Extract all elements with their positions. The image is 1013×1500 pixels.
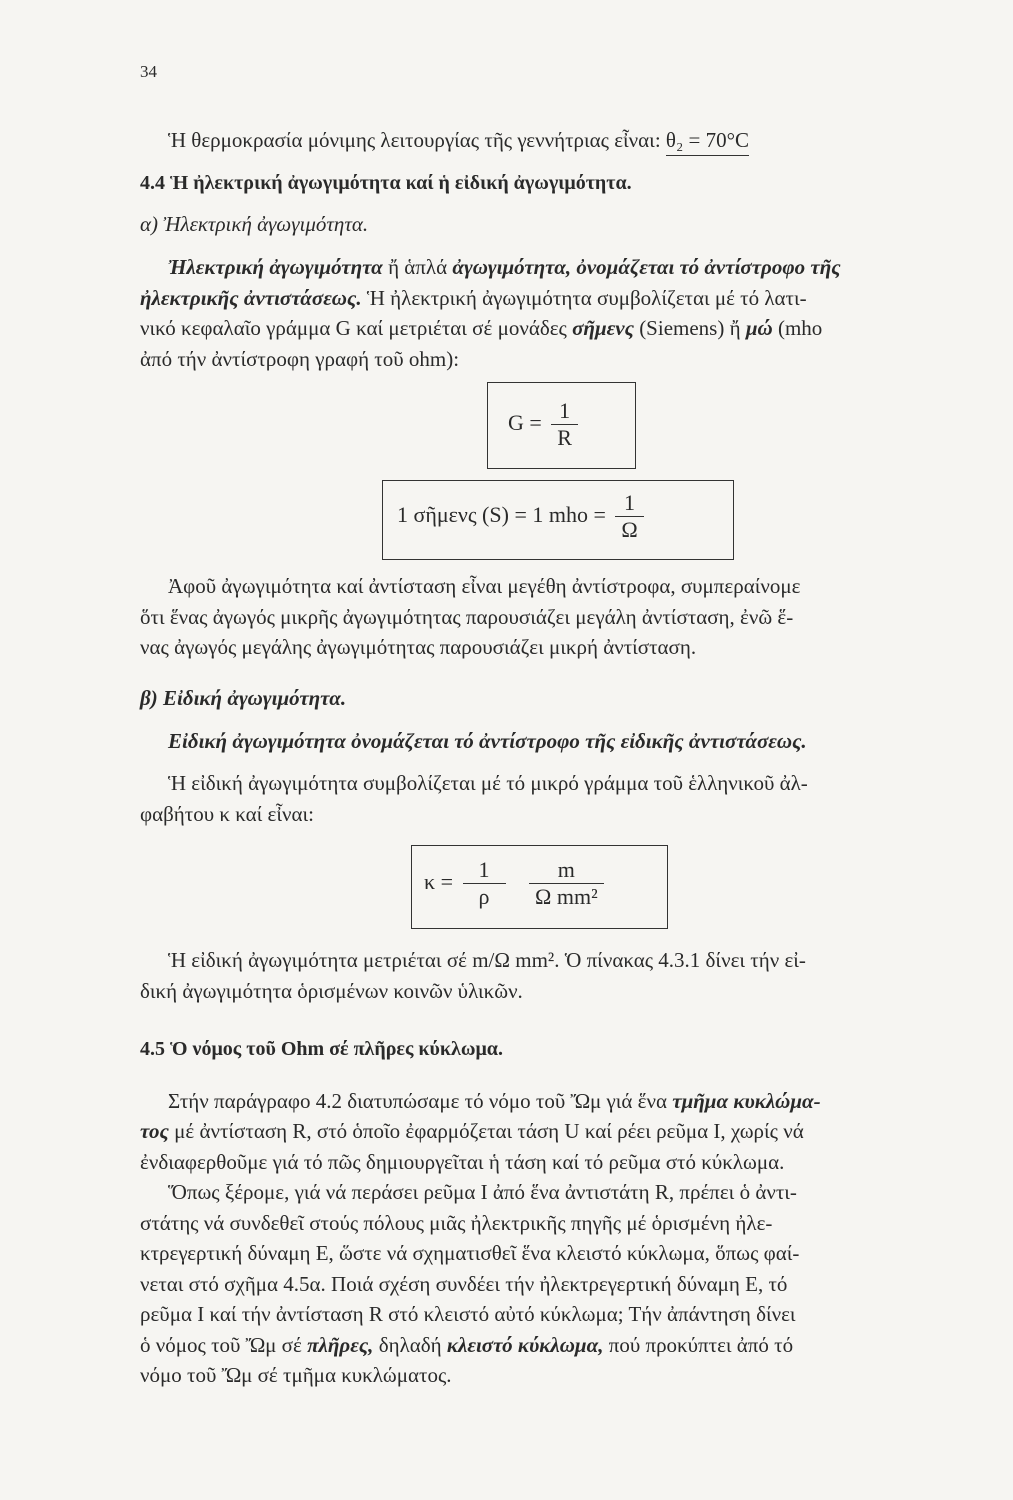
term-conductance-definition: ἀγωγιμότητα, ὀνομάζεται τό ἀντίστροφο τῆς xyxy=(452,255,841,279)
paragraph-1-line-4: ἀπό τήν ἀντίστροφη γραφή τοῦ ohm): xyxy=(140,347,460,371)
paragraph-1-line-1 xyxy=(168,257,841,278)
text: μέ ἀντίσταση R, στό ὁποῖο ἐφαρμόζεται τάση U καί ρέει ρεῦμα Ι, χωρίς νά xyxy=(168,1119,804,1143)
formula-siemens-mho xyxy=(397,490,648,544)
text: Στήν παράγραφο 4.2 διατυπώσαμε τό νόμο τοῦ Ὤμ γιά ἕνα xyxy=(168,1089,673,1113)
formula-1-lhs: G = xyxy=(508,409,542,435)
paragraph-2-line-2: ὅτι ἕνας ἀγωγός μικρῆς ἀγωγιμότητας παρουσιάζει μεγάλη ἀντίσταση, ἐνῶ ἕ- xyxy=(140,605,794,629)
text: νικό κεφαλαῖο γράμμα G καί μετριέται σέ μονάδες xyxy=(140,316,573,340)
formula-3-numerator: 1 xyxy=(463,857,506,884)
text: Ἡ ἠλεκτρική ἀγωγιμότητα συμβολίζεται μέ τό λατι- xyxy=(361,286,807,310)
paragraph-7-line-7: νόμο τοῦ Ὤμ σέ τμῆμα κυκλώματος. xyxy=(140,1363,452,1387)
term-siemens: σῆμενς xyxy=(572,316,634,340)
paragraph-7-line-5: ρεῦμα Ι καί τήν ἀντίσταση R στό κλειστό αὐτό κύκλωμα; Τήν ἀπάντηση δίνει xyxy=(140,1302,796,1326)
paragraph-7-line-2: στάτης νά συνδεθεῖ στούς πόλους μιᾶς ἠλεκτρικῆς πηγῆς μέ ὁρισμένη ἠλε- xyxy=(140,1211,773,1235)
section-4-5-heading: 4.5 Ὁ νόμος τοῦ Ohm σέ πλῆρες κύκλωμα. xyxy=(140,1038,503,1060)
term-electrical-resistance: ἠλεκτρικῆς ἀντιστάσεως. xyxy=(140,286,362,310)
formula-2-fraction xyxy=(615,490,643,544)
term-closed-circuit: κλειστό κύκλωμα, xyxy=(446,1333,604,1357)
paragraph-7-line-3: κτρεγερτική δύναμη Ε, ὥστε νά σχηματισθεῖ ἕνα κλειστό κύκλωμα, ὅπως φαί- xyxy=(140,1241,800,1265)
term-circuit-segment-end: τος xyxy=(140,1119,169,1143)
formula-2-lhs: 1 σῆμενς (S) = 1 mho = xyxy=(397,501,606,527)
formula-3-unit-numerator: m xyxy=(529,857,604,884)
paragraph-5-line-1: Ἡ εἰδική ἀγωγιμότητα μετριέται σέ m/Ω mm². Ὁ πίνακας 4.3.1 δίνει τήν εἰ- xyxy=(168,948,806,972)
paragraph-2-line-1: Ἀφοῦ ἀγωγιμότητα καί ἀντίσταση εἶναι μεγέθη ἀντίστροφα, συμπεραίνομε xyxy=(168,574,801,598)
intro-line xyxy=(168,130,749,151)
formula-conductance xyxy=(508,398,582,452)
formula-3-fraction xyxy=(463,857,506,911)
paragraph-7-line-6 xyxy=(140,1335,793,1356)
formula-specific-conductance xyxy=(424,857,608,911)
paragraph-6-line-2 xyxy=(140,1121,804,1142)
paragraph-2-line-3: νας ἀγωγός μεγάλης ἀγωγιμότητας παρουσιάζει μικρή ἀντίσταση. xyxy=(140,635,697,659)
paragraph-6-line-3: ἐνδιαφερθοῦμε γιά τό πῶς δημιουργεῖται ἡ τάση καί τό ρεῦμα στό κύκλωμα. xyxy=(140,1150,785,1174)
formula-3-lhs: κ = xyxy=(424,868,453,894)
paragraph-1-line-2 xyxy=(140,288,807,309)
text: ἤ ἁπλά xyxy=(382,255,453,279)
formula-2-denominator: Ω xyxy=(621,517,638,543)
paragraph-4-line-2: φαβήτου κ καί εἶναι: xyxy=(140,802,314,826)
text: ὁ νόμος τοῦ Ὤμ σέ xyxy=(140,1333,308,1357)
paragraph-7-line-4: νεται στό σχῆμα 4.5α. Ποιά σχέση συνδέει τήν ἠλεκτρεγερτική δύναμη Ε, τό xyxy=(140,1272,788,1296)
formula-1-denominator: R xyxy=(557,425,572,451)
text: (Siemens) ἤ xyxy=(633,316,746,340)
formula-3-denominator: ρ xyxy=(478,884,490,910)
term-electrical-conductance: Ἠλεκτρική ἀγωγιμότητα xyxy=(168,255,383,279)
page-number: 34 xyxy=(140,62,157,81)
subheading-a: α) Ἠλεκτρική ἀγωγιμότητα. xyxy=(140,212,369,236)
term-mho: μώ xyxy=(745,316,773,340)
formula-1-fraction xyxy=(551,398,578,452)
paragraph-1-line-3 xyxy=(140,318,822,339)
paragraph-3-definition: Εἰδική ἀγωγιμότητα ὀνομάζεται τό ἀντίστροφο τῆς εἰδικῆς ἀντιστάσεως. xyxy=(168,729,807,753)
text: πού προκύπτει ἀπό τό xyxy=(603,1333,794,1357)
formula-3-unit-fraction xyxy=(529,857,604,911)
intro-value: θ₂ = 70°C xyxy=(666,128,749,156)
formula-3-unit-denominator: Ω mm² xyxy=(535,884,598,910)
term-complete: πλῆρες, xyxy=(307,1333,374,1357)
text: δηλαδή xyxy=(373,1333,447,1357)
subheading-b: β) Εἰδική ἀγωγιμότητα. xyxy=(140,686,347,710)
text: (mho xyxy=(772,316,823,340)
paragraph-6-line-1 xyxy=(168,1091,821,1112)
term-circuit-segment: τμῆμα κυκλώμα- xyxy=(672,1089,821,1113)
intro-text: Ἡ θερμοκρασία μόνιμης λειτουργίας τῆς γεννήτριας εἶναι: xyxy=(168,128,666,152)
formula-2-numerator: 1 xyxy=(615,490,643,517)
section-4-4-heading: 4.4 Ἡ ἠλεκτρική ἀγωγιμότητα καί ἡ εἰδική ἀγωγιμότητα. xyxy=(140,172,632,194)
paragraph-7-line-1: Ὅπως ξέρομε, γιά νά περάσει ρεῦμα Ι ἀπό ἕνα ἀντιστάτη R, πρέπει ὁ ἀντι- xyxy=(168,1180,797,1204)
formula-1-numerator: 1 xyxy=(551,398,578,425)
paragraph-5-line-2: δική ἀγωγιμότητα ὁρισμένων κοινῶν ὑλικῶν. xyxy=(140,979,523,1003)
paragraph-4-line-1: Ἡ εἰδική ἀγωγιμότητα συμβολίζεται μέ τό μικρό γράμμα τοῦ ἑλληνικοῦ ἀλ- xyxy=(168,771,808,795)
